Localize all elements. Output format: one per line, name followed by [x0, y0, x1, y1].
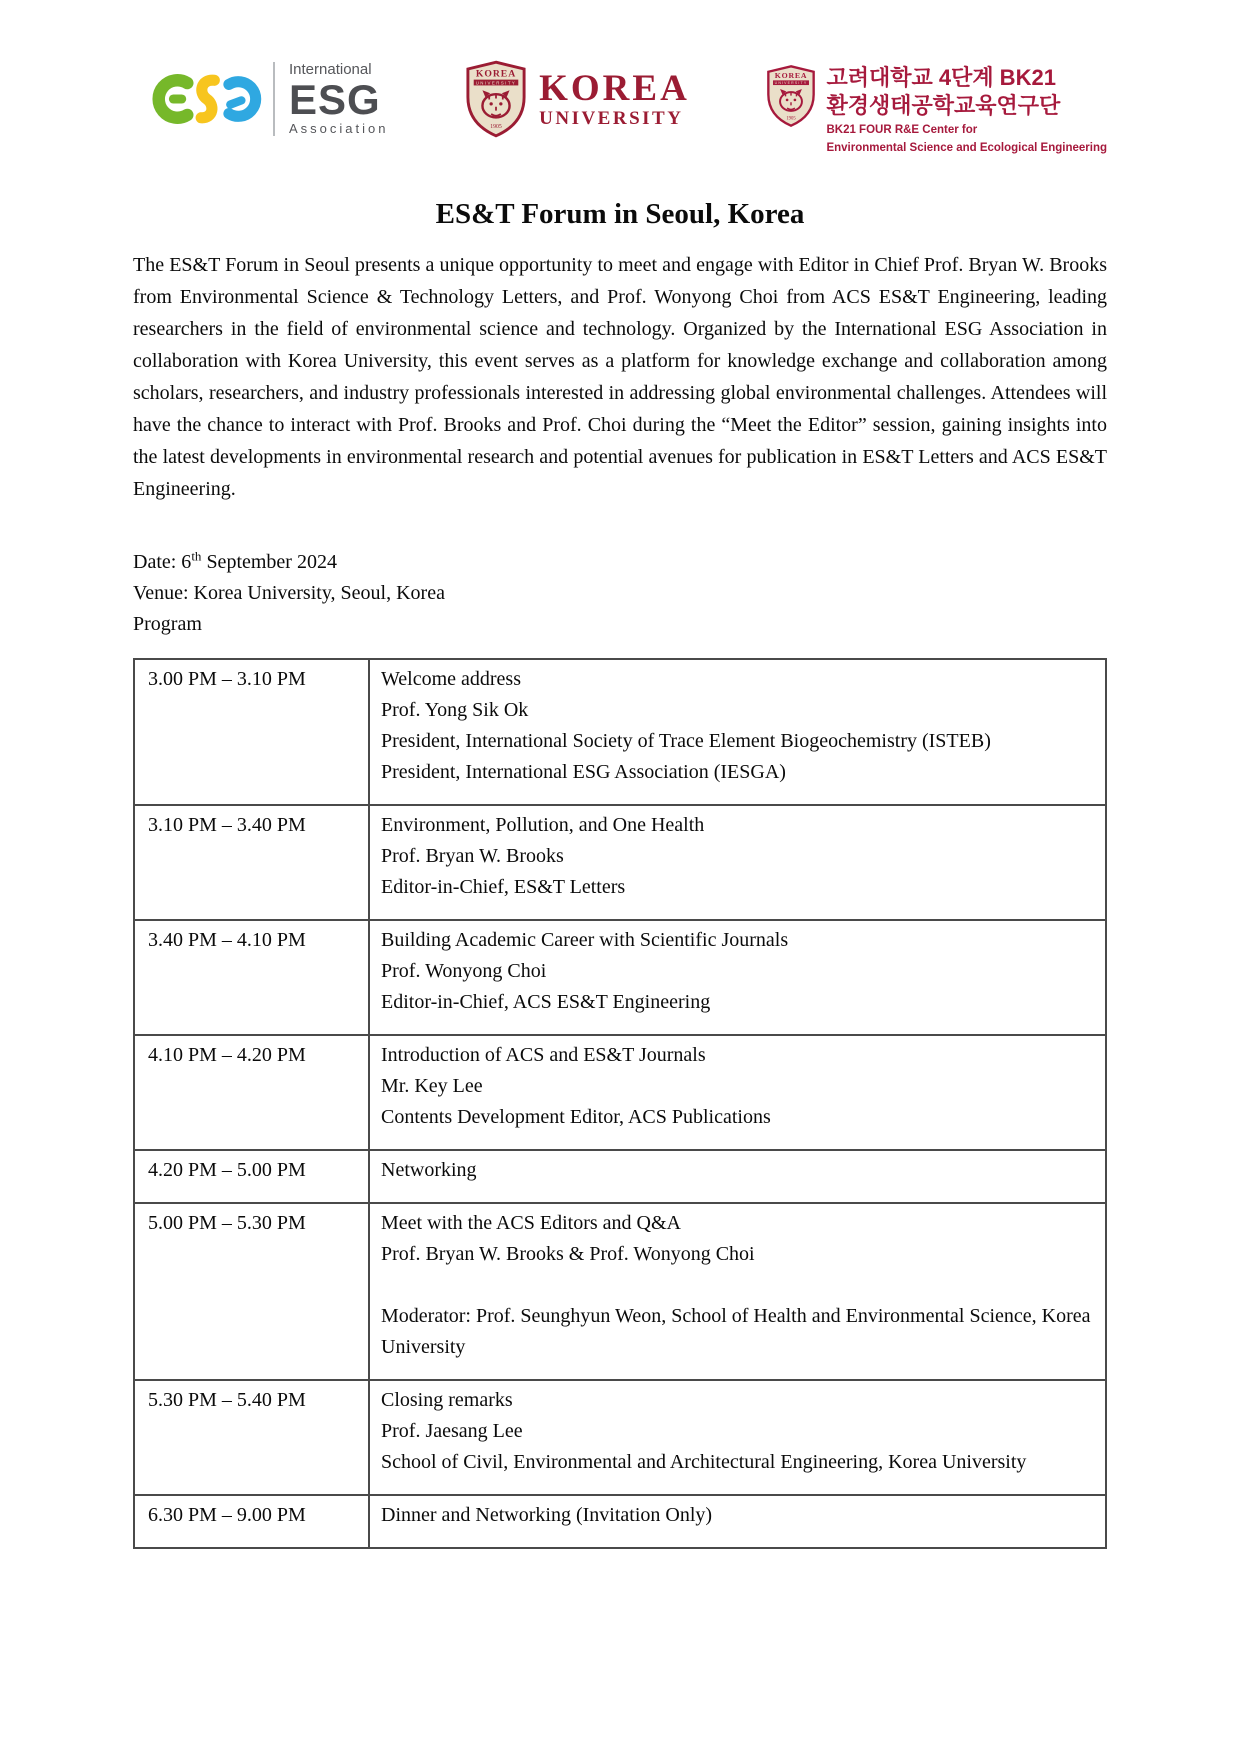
svg-text:1905: 1905 — [786, 116, 797, 122]
time-cell: 5.00 PM – 5.30 PM — [134, 1203, 369, 1380]
intro-paragraph: The ES&T Forum in Seoul presents a unique opportunity to meet and engage with Editor in Chief Prof. Bryan W. Brooks from Environmental Science & Technology Letters, and Prof. Wonyong Choi from ACS ES&T Engineering, leading researchers in the field of environmental science and technology. Organized by the International ESG Association in collaboration with Korea University, this event serves as a platform for knowledge exchange and collaboration among scholars, researchers, and industry professionals interested in addressing global environmental challenges. Attendees will have the chance to interact with Prof. Brooks and Prof. Choi during the “Meet the Editor” session, gaining insights into the latest developments in environmental research and potential avenues for publication in ES&T Letters and ACS ES&T Engineering. — [133, 254, 1107, 500]
korea-university-crest-icon — [465, 60, 527, 138]
session-line: Prof. Wonyong Choi — [381, 960, 547, 982]
bk21-logo — [766, 64, 1107, 156]
logo-band — [133, 56, 1107, 156]
table-row — [134, 1203, 1106, 1380]
table-row — [134, 1495, 1106, 1548]
iesga-logo — [147, 56, 388, 142]
date-rest: September 2024 — [201, 551, 337, 573]
session-cell — [369, 1203, 1106, 1380]
session-cell — [369, 920, 1106, 1035]
time-cell: 3.10 PM – 3.40 PM — [134, 805, 369, 920]
svg-text:KOREA: KOREA — [775, 71, 808, 81]
iesga-logo-text — [289, 62, 388, 135]
bk21-logo-text — [826, 64, 1107, 156]
time-cell: 3.40 PM – 4.10 PM — [134, 920, 369, 1035]
svg-text:KOREA: KOREA — [475, 68, 517, 80]
svg-text:UNIVERSITY: UNIVERSITY — [775, 81, 808, 86]
session-line — [381, 1270, 1091, 1301]
table-row — [134, 659, 1106, 805]
session-cell — [369, 1150, 1106, 1203]
session-line: Editor-in-Chief, ACS ES&T Engineering — [381, 991, 711, 1013]
session-line: Introduction of ACS and ES&T Journals — [381, 1044, 706, 1066]
table-row — [134, 1380, 1106, 1495]
schedule-body — [134, 659, 1106, 1548]
iesga-logo-line3: Association — [289, 121, 389, 137]
session-cell — [369, 659, 1106, 805]
date-line — [133, 547, 1107, 578]
session-cell — [369, 1035, 1106, 1150]
session-line: Contents Development Editor, ACS Publications — [381, 1106, 771, 1128]
bk21-english-line1: BK21 FOUR R&E Center for — [826, 124, 978, 136]
session-line: Closing remarks — [381, 1389, 513, 1411]
bk21-english-line2: Environmental Science and Ecological Engineering — [826, 142, 1107, 155]
program-label: Program — [133, 613, 202, 635]
event-details — [133, 547, 1107, 640]
iesga-logo-mark-icon — [147, 56, 265, 142]
table-row — [134, 920, 1106, 1035]
session-line: Networking — [381, 1159, 477, 1181]
session-cell — [369, 1495, 1106, 1548]
time-cell: 6.30 PM – 9.00 PM — [134, 1495, 369, 1548]
session-line: Editor-in-Chief, ES&T Letters — [381, 876, 626, 898]
table-row — [134, 1035, 1106, 1150]
korea-university-wordmark-line1: KOREA — [539, 68, 690, 109]
korea-university-wordmark-line2: UNIVERSITY — [539, 108, 684, 129]
session-line: Dinner and Networking (Invitation Only) — [381, 1504, 713, 1526]
session-line: President, International Society of Trace Element Biogeochemistry (ISTEB) — [381, 730, 991, 752]
time-cell: 4.10 PM – 4.20 PM — [134, 1035, 369, 1150]
session-line: School of Civil, Environmental and Architectural Engineering, Korea University — [381, 1451, 1027, 1473]
session-line: Prof. Bryan W. Brooks — [381, 845, 564, 867]
bk21-crest-icon — [766, 64, 816, 128]
session-line: Environment, Pollution, and One Health — [381, 814, 705, 836]
session-line: Welcome address — [381, 668, 521, 690]
session-line: Prof. Bryan W. Brooks & Prof. Wonyong Choi — [381, 1243, 755, 1265]
session-cell — [369, 1380, 1106, 1495]
time-cell: 4.20 PM – 5.00 PM — [134, 1150, 369, 1203]
program-table — [133, 658, 1107, 1549]
session-line: Meet with the ACS Editors and Q&A — [381, 1212, 681, 1234]
session-cell — [369, 805, 1106, 920]
venue-line: Venue: Korea University, Seoul, Korea — [133, 582, 445, 604]
date-ordinal-suffix: th — [191, 548, 202, 564]
table-row — [134, 1150, 1106, 1203]
iesga-logo-line1: International — [289, 61, 372, 79]
date-prefix: Date: 6 — [133, 551, 192, 573]
session-line: President, International ESG Association (IESGA) — [381, 761, 786, 783]
session-line: Prof. Yong Sik Ok — [381, 699, 529, 721]
svg-text:1905: 1905 — [490, 124, 502, 131]
korea-university-wordmark — [539, 70, 690, 128]
time-cell: 3.00 PM – 3.10 PM — [134, 659, 369, 805]
page-title: ES&T Forum in Seoul, Korea — [435, 198, 805, 230]
session-line: Moderator: Prof. Seunghyun Weon, School of Health and Environmental Science, Korea University — [381, 1305, 1091, 1358]
iesga-logo-line2: ESG — [289, 76, 381, 123]
bk21-korean-line1: 고려대학교 4단계 BK21 — [826, 65, 1056, 90]
svg-text:UNIVERSITY: UNIVERSITY — [475, 80, 517, 86]
time-cell: 5.30 PM – 5.40 PM — [134, 1380, 369, 1495]
bk21-korean-line2: 환경생태공학교육연구단 — [826, 92, 1061, 118]
korea-university-logo — [465, 60, 690, 138]
session-line: Prof. Jaesang Lee — [381, 1420, 523, 1442]
session-line: Mr. Key Lee — [381, 1075, 483, 1097]
iesga-logo-divider — [273, 62, 275, 136]
session-line: Building Academic Career with Scientific Journals — [381, 929, 789, 951]
table-row — [134, 805, 1106, 920]
